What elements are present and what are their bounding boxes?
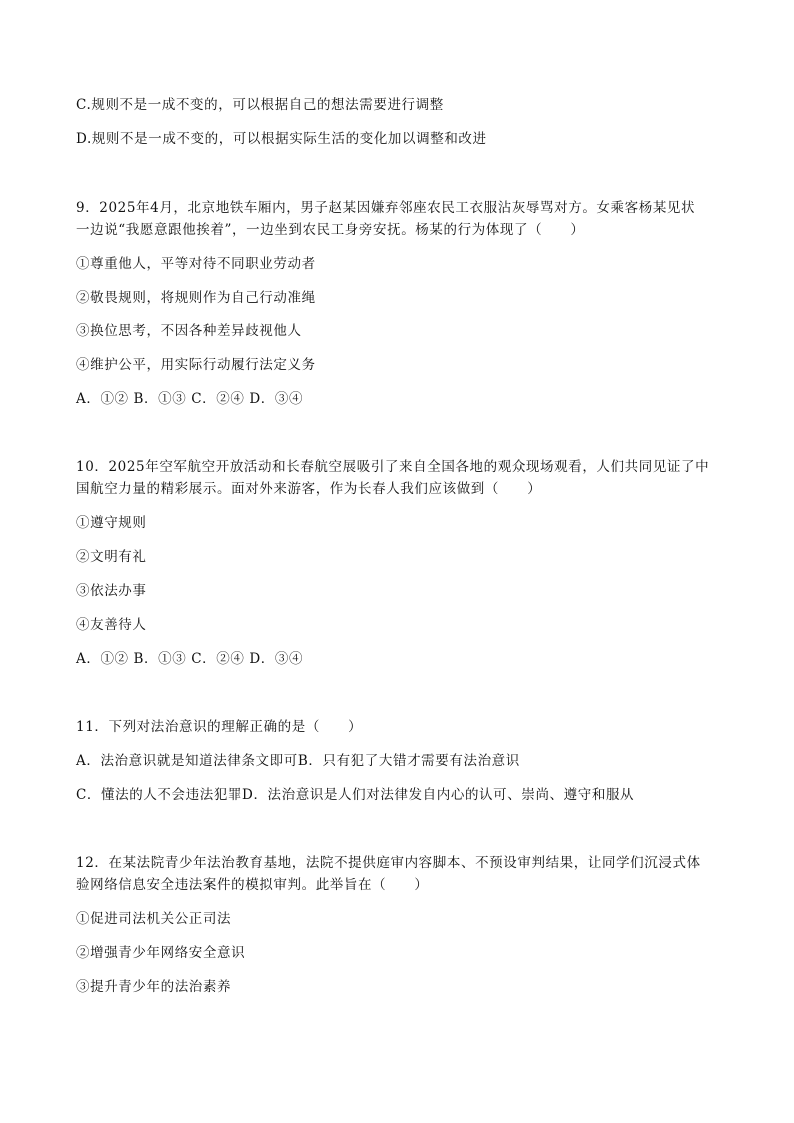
q10-item-1: ①遵守规则 (76, 515, 147, 531)
prev-option-d: D.规则不是一成不变的，可以根据实际生活的变化加以调整和改进 (76, 131, 487, 147)
q10-stem-line2: 国航空力量的精彩展示。面对外来游客，作为长春人我们应该做到（ ） (76, 481, 542, 497)
q9-item-1: ①尊重他人，平等对待不同职业劳动者 (76, 256, 316, 272)
q12-item-3: ③提升青少年的法治素养 (76, 979, 232, 995)
prev-option-c: C.规则不是一成不变的，可以根据自己的想法需要进行调整 (76, 97, 444, 113)
q10-item-4: ④友善待人 (76, 617, 147, 633)
q12-item-2: ②增强青少年网络安全意识 (76, 945, 246, 961)
q9-item-4: ④维护公平，用实际行动履行法定义务 (76, 357, 316, 373)
q9-item-3: ③换位思考，不因各种差异歧视他人 (76, 323, 302, 339)
q9-choices: A．①② B．①③ C．②④ D．③④ (76, 391, 304, 407)
q12-stem-line1: 12．在某法院青少年法治教育基地，法院不提供庭审内容脚本、不预设审判结果，让同学们沉浸式体 (76, 855, 701, 871)
q10-item-3: ③依法办事 (76, 583, 147, 599)
q9-item-2: ②敬畏规则，将规则作为自己行动准绳 (76, 290, 316, 306)
q9-stem-line1: 9．2025年4月，北京地铁车厢内，男子赵某因嫌弃邻座农民工衣服沾灰辱骂对方。女乘客杨某见状 (76, 200, 696, 216)
q10-item-2: ②文明有礼 (76, 549, 147, 565)
q9-stem-line2: 一边说“我愿意跟他挨着”，一边坐到农民工身旁安抚。杨某的行为体现了（ ） (76, 222, 585, 238)
q12-item-1: ①促进司法机关公正司法 (76, 911, 232, 927)
q10-stem-line1: 10．2025年空军航空开放活动和长春航空展吸引了来自全国各地的观众现场观看，人们共同见证了中 (76, 459, 710, 475)
q11-options-ab: A．法治意识就是知道法律条文即可B．只有犯了大错才需要有法治意识 (76, 753, 520, 769)
q12-stem-line2: 验网络信息安全违法案件的模拟审判。此举旨在（ ） (76, 877, 429, 893)
q11-stem: 11．下列对法治意识的理解正确的是（ ） (76, 719, 363, 735)
q11-options-cd: C．懂法的人不会违法犯罪D．法治意识是人们对法律发自内心的认可、崇尚、遵守和服从 (76, 787, 635, 803)
q10-choices: A．①② B．①③ C．②④ D．③④ (76, 651, 304, 667)
